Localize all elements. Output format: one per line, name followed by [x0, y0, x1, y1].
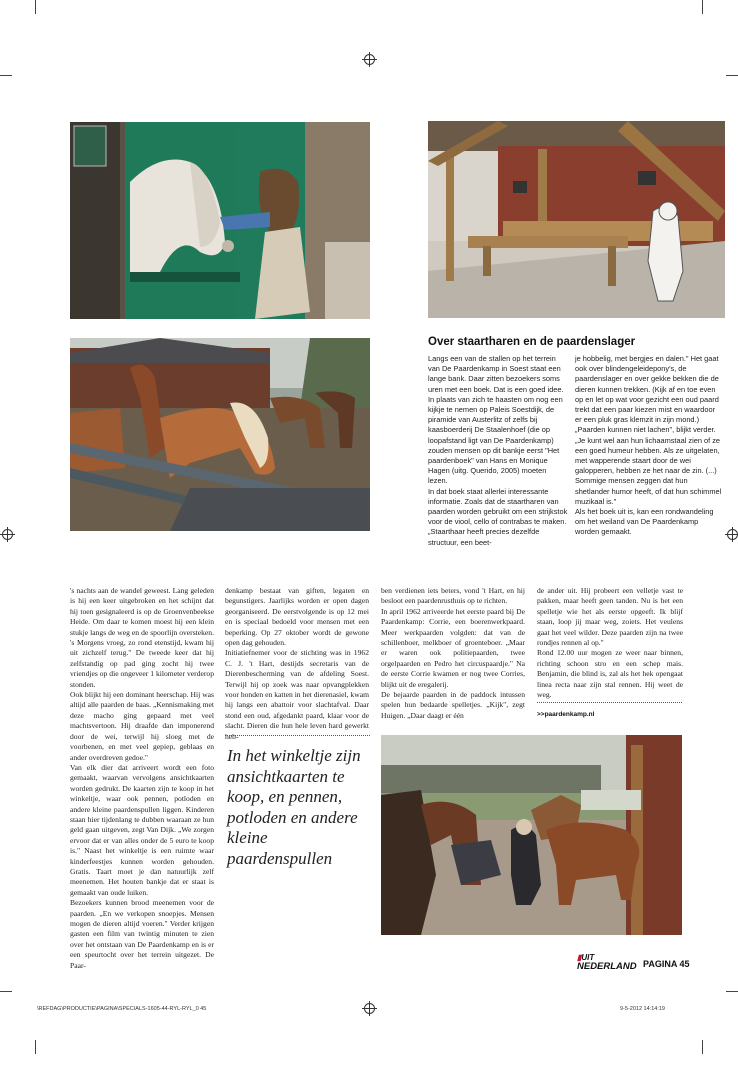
uit-nederland-logo — [577, 953, 637, 971]
article-col4: de ander uit. Hij probeert een velletje vast te pakken, maar heeft geen tanden. Nu is het een spelletje wie het als eerste opgeeft. Ik blijf staan, loop jij maar weg, zoiets. Het veulens gaat het veel wilder. Deze paarden zijn na twee rondjes rennen al op." Rond 12.00 uur mogen ze weer naar binnen, richting schoon stro en een schep mais. Benjamin, die blind is, zal als het hek opengaat linea recta naar zijn stal rennen. Hij weet de weg. — [537, 586, 683, 700]
article-col2: denkamp bestaat van giften, legaten en begunstigers. Jaarlijks worden er open dagen georganiseerd. De eerstvolgende is op 12 mei en is speciaal bedoeld voor mensen met een beperking. Op 27 oktober wordt de gewone open dag gehouden. Initiatiefnemer voor de stichting was in 1962 C. J. 't Hart, destijds secretaris van de Dierenbescherming van de afdeling Soest. Terwijl hij op zoek was naar opvangplekken voor honden en katten in het dierenasiel, kwam hij langs een abattoir voor slachtafval. Daar stond een oud, afgedankt paard, klaar voor de slacht. Dieren die hun hele leven hard gewerkt heb- — [225, 586, 369, 741]
crop-mark — [702, 1040, 703, 1054]
crop-mark — [0, 991, 12, 992]
article-col3: ben verdienen iets beters, vond 't Hart, en hij besloot een paardenrusthuis op te richten. In april 1962 arriveerde het eerste paard bij De Paardenkamp: Corrie, een boerenwerkpaard. Meer werkpaarden volgden: dat van de schillenboer, melkboer of groenteboer. „Maar er waren ook politiepaarden, twee orgelpaarden en Pedro het circuspaardje." Na de eerste Corrie kwamen er nog twee Corries, blijkt uit de eregalerij. De bejaarde paarden in de paddock intussen spelen hun bedaarde spelletjes. „Kijk", zegt Huigen. „Daar daagt er één — [381, 586, 525, 720]
crop-mark — [35, 0, 36, 14]
crop-mark — [35, 1040, 36, 1054]
page-number: PAGINA 45 — [643, 959, 690, 969]
divider — [537, 702, 682, 703]
divider — [225, 735, 370, 736]
registration-mark-icon — [2, 529, 13, 540]
logo-bottom: NEDERLAND — [577, 961, 637, 972]
sidebar-text-col1: Langs een van de stallen op het terrein van De Paardenkamp in Soest staat een lange bank. Daar zitten bezoekers soms uren met een boek. Dat is een goed idee. In plaats van zich te haasten om nog een kijkje te nemen op Paleis Soestdijk, de piramide van Austerlitz of zelfs bij kaasboerderij De Staalenhoef (die op loopafstand ligt van De Paardenkamp) zouden mensen op dit bankje eerst "Het paardenboek" van Hans en Monique Hagen (uitg. Querido, 2005) moeten lezen. In dat boek staat allerlei interessante informatie. Zoals dat de staartharen van paarden worden gebruikt om een strijkstok voor de viool, cello of contrabas te maken. „Staarthaar heeft precies dezelfde structuur, een beet- — [428, 354, 568, 547]
print-timestamp: 9-5-2012 14:14:19 — [620, 1006, 665, 1012]
registration-mark-icon — [727, 529, 738, 540]
logo-accent-mark: ▮ — [577, 953, 582, 962]
photo-shelter-bench — [428, 121, 725, 318]
photo-horses-fence — [70, 338, 370, 531]
registration-mark-icon — [364, 54, 375, 65]
slug-line: \REFDAG\PRODUCTIE\PAGINA\SPECIALS-1605-44-RYL-RYL_0 45 — [37, 1006, 207, 1012]
sidebar-text-col2: je hobbelig, met bergjes en dalen." Het gaat ook over blindengeleidepony's, de paardenslager en over gekke bekken die de dieren kunnen trekken. (Kijk af en toe even op en let op wat voor gezicht een oud paard trekt dat een paar kiezen mist en waardoor er een pluk gras klemzit in zijn mond.) „Paarden kunnen niet lachen", blijkt verder. „Je kunt wel aan hun lichaamstaal zien of ze een goed humeur hebben. Als ze uitgelaten, met wapperende staart door de wei galopperen, hebben ze het naar de zin. (...) Sommige mensen zeggen dat hun shetlander humor heeft, of dat hun schimmel muzikaal is." Als het boek uit is, kan een rondwandeling om het weiland van De Paardenkamp worden gemaakt. — [575, 354, 722, 537]
crop-mark — [726, 991, 738, 992]
registration-mark-icon — [364, 1003, 375, 1014]
crop-mark — [0, 75, 12, 76]
crop-mark — [702, 0, 703, 14]
article-col1: 's nachts aan de wandel geweest. Lang geleden is hij een keer uitgebroken en het schijnt dat hij toen gesignaleerd is op de Groenvenbeekse Heide. Om daar te komen moest hij een klein stukje langs de weg en de spoorlijn oversteken. 's Morgens vroeg, zo rond etenstijd, kwam hij uit zichzelf terug." De tweede keer dat hij zelfstandig op pad ging zocht hij twee vriendjes op die ongeveer 1 kilometer verderop stonden. Ook blijkt hij een dominant heerschap. Hij was altijd alle paarden de baas. „Kennismaking met deze macho ging gepaard met veel machtsvertoon. Hij draafde dan imponerend door de wei, terwijl hij sloeg met de voorbenen, en met veel gepiep, geblaas en ander overdreven gedoe." Van elk dier dat arriveert wordt een foto gemaakt, waarvan vervolgens ansichtkaarten worden gedrukt. De kaarten zijn te koop in het winkeltje, waar ook pennen, potloden en andere kleine paardenspullen liggen. Kinderen staan hier tijdenlang te dubben waaraan ze hun geld gaan uitgeven, zegt Van Dijk. „We zorgen ervoor dat er van alles onder de 5 euro te koop is." Naast het winkeltje is een ruimte waar kinderfeestjes kunnen worden gehouden. Gratis. Taart moet je dan natuurlijk zelf meenemen. Het houten bankje dat er staat is gemaakt van oude luiken. Bezoekers kunnen brood meenemen voor de paarden. „En we verkopen snoepjes. Mensen mogen de dieren altijd voeren." Verder krijgen gasten een film van twintig minuten te zien over het ontstaan van De Paardenkamp en is er een speurtocht over het terrein uitgezet. De Paar- — [70, 586, 214, 970]
logo-top-text: UIT — [581, 953, 595, 962]
website-link[interactable]: >>paardenkamp.nl — [537, 711, 595, 718]
photo-pony-yard — [381, 735, 682, 935]
photo-child-white-horse — [70, 122, 370, 319]
crop-mark — [726, 75, 738, 76]
sidebar-heading: Over staartharen en de paardenslager — [428, 336, 636, 348]
pull-quote: In het winkeltje zijn ansichtkaarten te koop, en pennen, potloden en andere kleine paardenspullen — [227, 746, 361, 868]
